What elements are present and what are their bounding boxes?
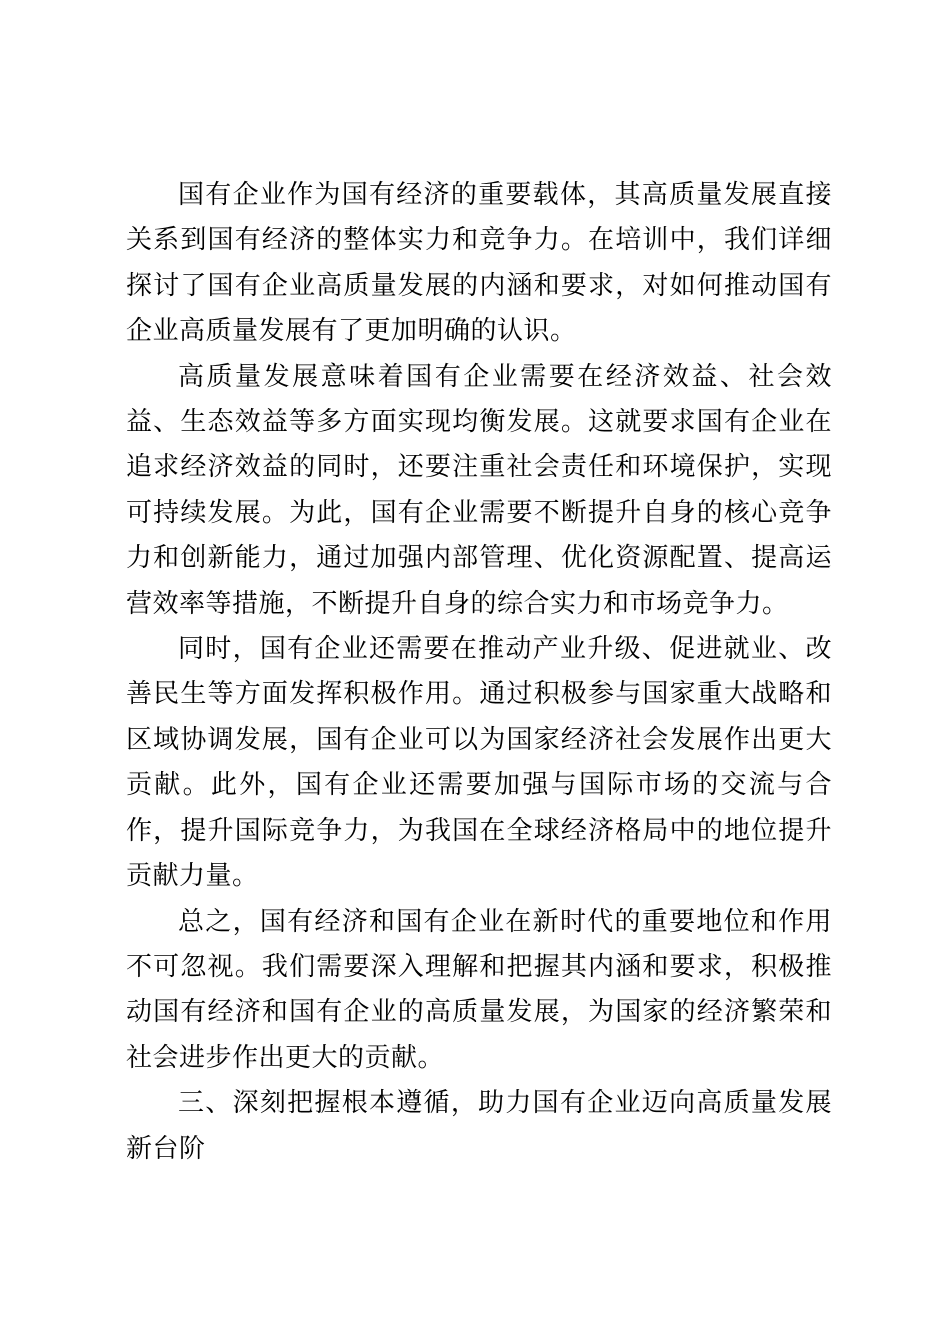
paragraph-4: 总之，国有经济和国有企业在新时代的重要地位和作用不可忽视。我们需要深入理解和把握其内涵和要求，积极推动国有经济和国有企业的高质量发展，为国家的经济繁荣和社会进步作出更大的贡献。	[126, 906, 832, 1073]
paragraph-3: 同时，国有企业还需要在推动产业升级、促进就业、改善民生等方面发挥积极作用。通过积极参与国家重大战略和区域协调发展，国有企业可以为国家经济社会发展作出更大贡献。此外，国有企业还需要加强与国际市场的交流与合作，提升国际竞争力，为我国在全球经济格局中的地位提升贡献力量。	[126, 634, 832, 892]
paragraph-2: 高质量发展意味着国有企业需要在经济效益、社会效益、生态效益等多方面实现均衡发展。这就要求国有企业在追求经济效益的同时，还要注重社会责任和环境保护，实现可持续发展。为此，国有企业需要不断提升自身的核心竞争力和创新能力，通过加强内部管理、优化资源配置、提高运营效率等措施，不断提升自身的综合实力和市场竞争力。	[126, 361, 832, 619]
document-body	[126, 173, 832, 1172]
section-heading: 三、深刻把握根本遵循，助力国有企业迈向高质量发展新台阶	[126, 1088, 832, 1164]
paragraph-1: 国有企业作为国有经济的重要载体，其高质量发展直接关系到国有经济的整体实力和竞争力。在培训中，我们详细探讨了国有企业高质量发展的内涵和要求，对如何推动国有企业高质量发展有了更加明确的认识。	[126, 180, 832, 347]
